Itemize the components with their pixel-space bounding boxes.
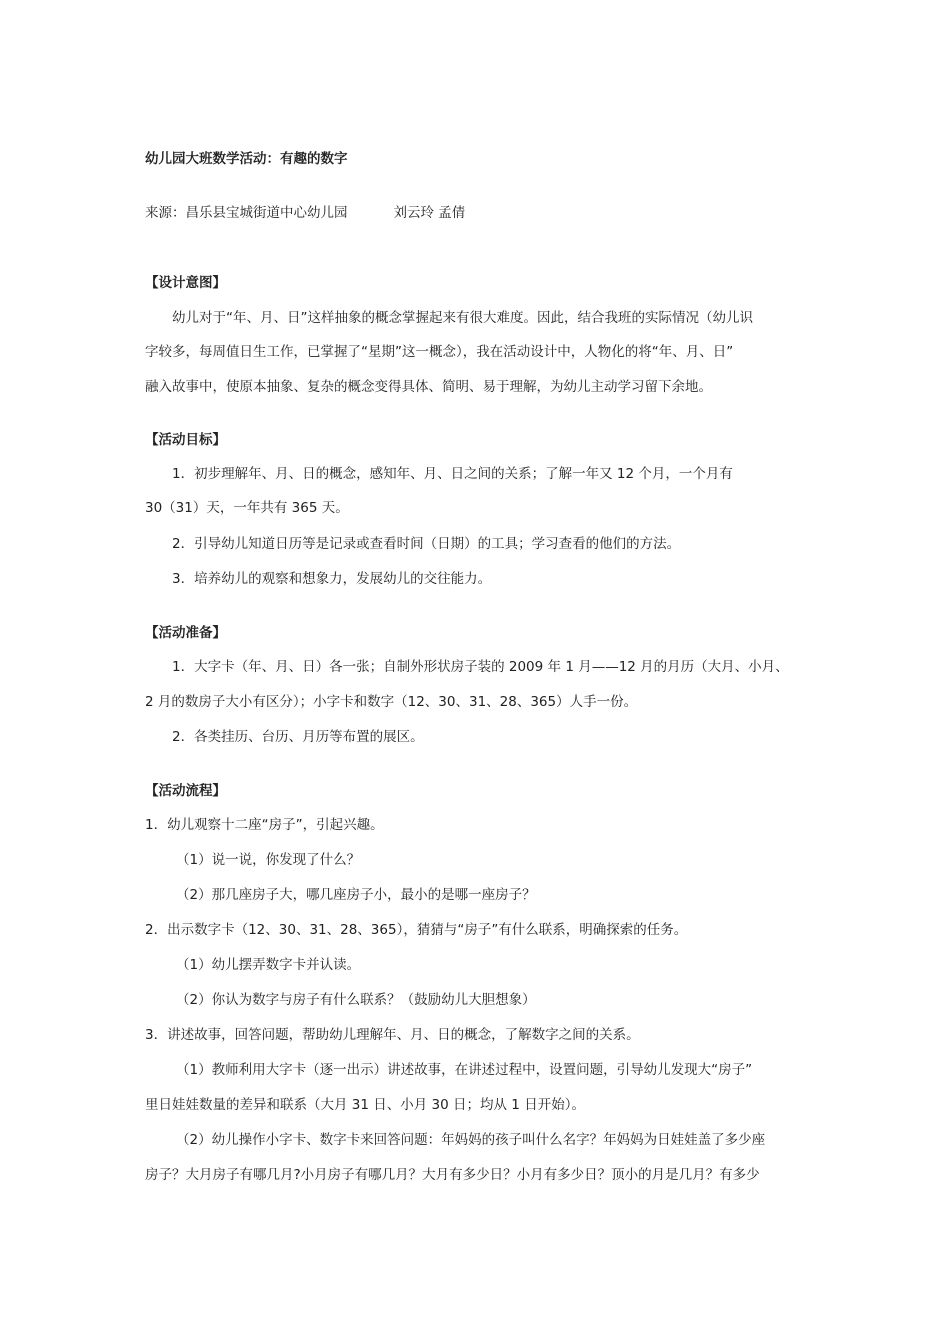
flow-substep: （1）说一说，你发现了什么？ — [176, 852, 361, 868]
flow-substep: （2）幼儿操作小字卡、数字卡来回答问题：年妈妈的孩子叫什么名字？年妈妈为日娃娃盖了多少座 — [176, 1132, 766, 1148]
goal-item: 1．初步理解年、月、日的概念，感知年、月、日之间的关系；了解一年又 12 个月，一个月有 — [172, 466, 733, 482]
document-title: 幼儿园大班数学活动：有趣的数字 — [145, 151, 348, 167]
design-heading: 【设计意图】 — [145, 275, 226, 291]
prep-heading: 【活动准备】 — [145, 625, 226, 641]
goal-item-continuation: 30（31）天，一年共有 365 天。 — [145, 500, 349, 516]
prep-item: 1．大字卡（年、月、日）各一张；自制外形状房子装的 2009 年 1 月——12 月的月历（大月、小月、 — [172, 659, 789, 675]
flow-substep: （1）教师利用大字卡（逐一出示）讲述故事，在讲述过程中，设置问题，引导幼儿发现大“房子” — [176, 1062, 753, 1078]
flow-step: 2．出示数字卡（12、30、31、28、365），猜猜与“房子”有什么联系，明确探索的任务。 — [145, 922, 688, 938]
flow-step: 1．幼儿观察十二座“房子”，引起兴趣。 — [145, 817, 384, 833]
design-paragraph-line: 融入故事中，使原本抽象、复杂的概念变得具体、简明、易于理解，为幼儿主动学习留下余地。 — [145, 379, 712, 395]
flow-substep: （2）你认为数字与房子有什么联系？（鼓励幼儿大胆想象） — [176, 992, 536, 1008]
source-line — [145, 204, 465, 222]
goal-item: 3．培养幼儿的观察和想象力，发展幼儿的交往能力。 — [172, 571, 492, 587]
prep-item: 2．各类挂历、台历、月历等布置的展区。 — [172, 729, 424, 745]
source-label: 来源：昌乐县宝城街道中心幼儿园 — [145, 205, 348, 221]
flow-substep-continuation: 里日娃娃数量的差异和联系（大月 31 日、小月 30 日；均从 1 日开始）。 — [145, 1097, 585, 1113]
flow-heading: 【活动流程】 — [145, 783, 226, 799]
prep-item-continuation: 2 月的数房子大小有区分）；小字卡和数字（12、30、31、28、365）人手一份。 — [145, 694, 638, 710]
flow-substep: （1）幼儿摆弄数字卡并认读。 — [176, 957, 361, 973]
design-paragraph-line: 幼儿对于“年、月、日”这样抽象的概念掌握起来有很大难度。因此，结合我班的实际情况（幼儿识 — [172, 310, 753, 326]
flow-step: 3．讲述故事，回答问题，帮助幼儿理解年、月、日的概念，了解数字之间的关系。 — [145, 1027, 640, 1043]
flow-substep: （2）那几座房子大，哪几座房子小，最小的是哪一座房子？ — [176, 887, 536, 903]
source-authors: 刘云玲 孟倩 — [393, 205, 466, 221]
flow-substep-continuation: 房子？大月房子有哪几月?小月房子有哪几月？大月有多少日？小月有多少日？顶小的月是几月？有多少 — [145, 1167, 760, 1183]
goals-heading: 【活动目标】 — [145, 432, 226, 448]
design-paragraph-line: 字较多，每周值日生工作，已掌握了“星期”这一概念），我在活动设计中，人物化的将“年、月、日” — [145, 344, 734, 360]
goal-item: 2．引导幼儿知道日历等是记录或查看时间（日期）的工具；学习查看的他们的方法。 — [172, 536, 681, 552]
